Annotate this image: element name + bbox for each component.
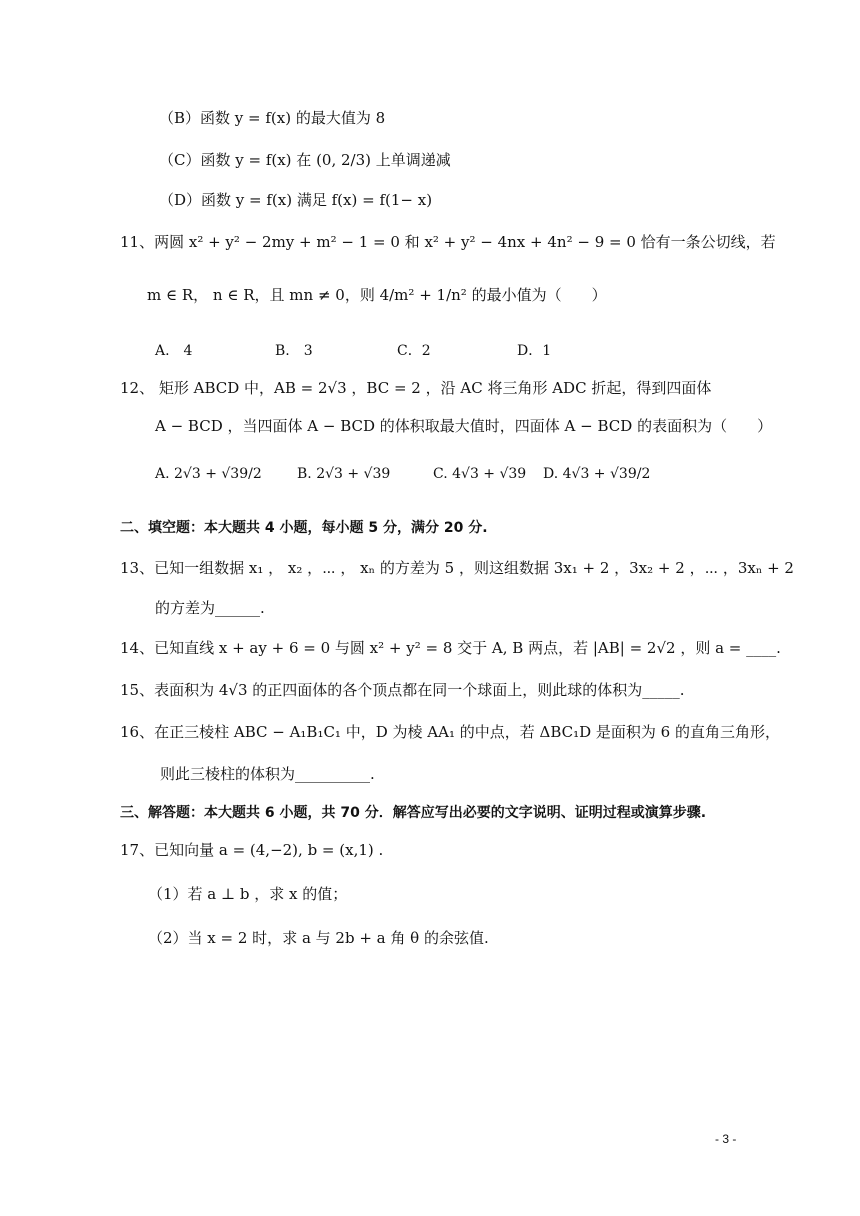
question-12-option-c: C. 4√3 + √39 [433,466,527,482]
question-17-part-2: （2）当 x = 2 时，求 a 与 2b + a 角 θ 的余弦值. [148,929,489,947]
question-11-option-a: A. 4 [155,343,193,359]
page-number: - 3 - [715,1132,737,1146]
option-d-line: （D）函数 y = f(x) 满足 f(x) = f(1− x) [159,191,433,209]
question-16-blank: 则此三棱柱的体积为__________. [160,765,375,783]
question-13-blank: 的方差为______. [155,599,265,617]
option-c-line: （C）函数 y = f(x) 在 (0, 2/3) 上单调递减 [159,151,451,169]
question-12-condition: A − BCD ，当四面体 A − BCD 的体积取最大值时，四面体 A − BCD 的表面积为（ ） [155,417,773,435]
section-3-heading: 三、解答题：本大题共 6 小题，共 70 分．解答应写出必要的文字说明、证明过程或演算步骤. [120,805,707,821]
question-13-stem: 13、已知一组数据 x₁ ， x₂ ，⋯ ， xₙ 的方差为 5 ，则这组数据 3x₁ + 2 ，3x₂ + 2 ，⋯ ，3xₙ + 2 [120,559,794,577]
option-b-line: （B）函数 y = f(x) 的最大值为 8 [159,109,386,127]
question-11-option-b: B. 3 [275,343,313,359]
question-12-option-d: D. 4√3 + √39/2 [543,466,651,482]
question-17-stem: 17、已知向量 a = (4,−2), b = (x,1) . [120,841,384,859]
question-11-condition: m ∈ R， n ∈ R，且 mn ≠ 0，则 4/m² + 1/n² 的最小值为（ ） [147,286,607,304]
question-12-stem: 12、 矩形 ABCD 中，AB = 2√3 ，BC = 2 ，沿 AC 将三角形 ADC 折起，得到四面体 [120,379,712,397]
question-14: 14、已知直线 x + ay + 6 = 0 与圆 x² + y² = 8 交于 A, B 两点，若 |AB| = 2√2 ，则 a = ____. [120,639,781,657]
question-15: 15、表面积为 4√3 的正四面体的各个顶点都在同一个球面上，则此球的体积为_____. [120,681,685,699]
question-12-option-a: A. 2√3 + √39/2 [155,466,262,482]
question-12-option-b: B. 2√3 + √39 [297,466,391,482]
question-11-stem: 11、两圆 x² + y² − 2my + m² − 1 = 0 和 x² + y² − 4nx + 4n² − 9 = 0 恰有一条公切线，若 [120,233,776,251]
question-17-part-1: （1）若 a ⊥ b ，求 x 的值； [148,885,348,903]
question-11-option-d: D．1 [517,343,552,359]
question-16-stem: 16、在正三棱柱 ABC − A₁B₁C₁ 中，D 为棱 AA₁ 的中点，若 ΔBC₁D 是面积为 6 的直角三角形， [120,723,780,741]
section-2-heading: 二、填空题：本大题共 4 小题，每小题 5 分，满分 20 分. [120,520,488,536]
question-11-option-c: C．2 [397,343,431,359]
